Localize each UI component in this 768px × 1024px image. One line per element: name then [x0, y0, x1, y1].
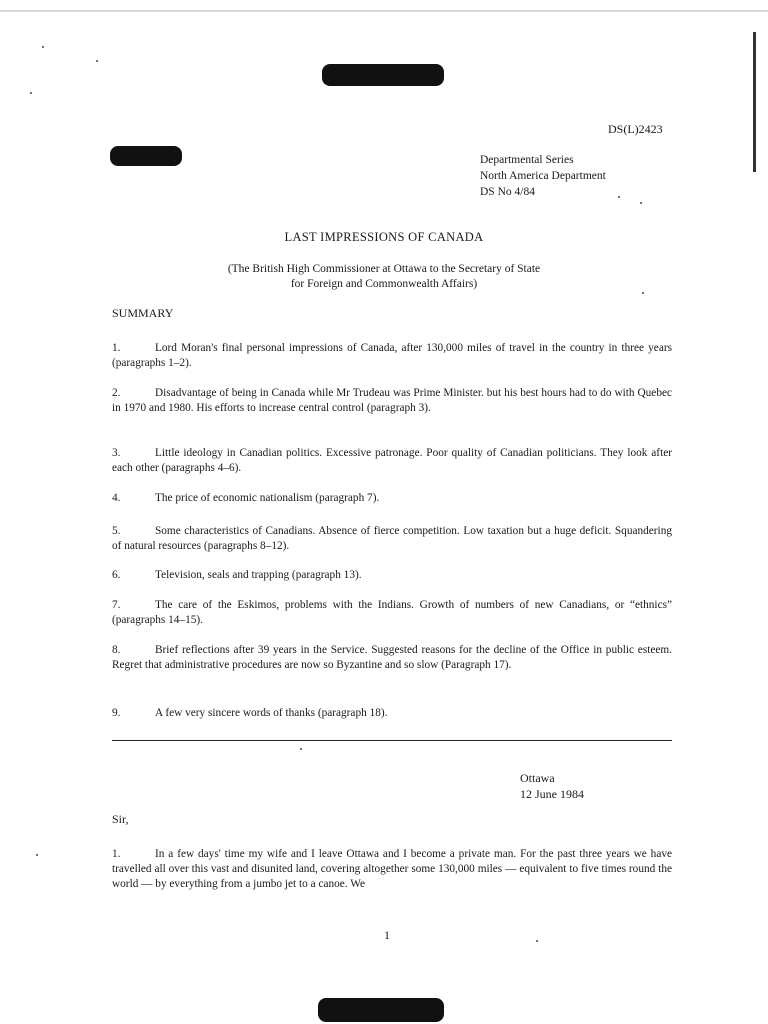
place-and-date: [520, 770, 584, 802]
department-series: Departmental Series: [480, 154, 574, 166]
item-text: Television, seals and trapping (paragraph 13).: [155, 569, 362, 581]
item-number: 4.: [112, 492, 121, 504]
redaction-mark-top: [322, 64, 444, 86]
place: Ottawa: [520, 771, 555, 785]
paragraph-number: 1.: [112, 848, 121, 860]
scan-speck: [642, 292, 644, 294]
department-name: North America Department: [480, 170, 606, 182]
item-text: A few very sincere words of thanks (paragraph 18).: [155, 707, 388, 719]
item-number: 5.: [112, 525, 121, 537]
scan-top-edge: [0, 10, 768, 12]
item-text: Brief reflections after 39 years in the Service. Suggested reasons for the decline of the Office in public esteem. Regret that administrative procedures are now so Byzantine and so slow (Paragraph 17).: [112, 644, 672, 671]
summary-item: [112, 598, 672, 628]
scan-margin-line: [753, 32, 756, 172]
item-text: Disadvantage of being in Canada while Mr Trudeau was Prime Minister. but his best hours had to do with Quebec in 1970 and 1980. His efforts to increase central control (paragraph 3).: [112, 387, 672, 414]
subtitle-line-1: (The British High Commissioner at Ottawa to the Secretary of State: [227, 263, 541, 275]
department-number: DS No 4/84: [480, 186, 535, 198]
scan-speck: [42, 46, 44, 48]
department-block: [480, 152, 606, 200]
item-number: 1.: [112, 342, 121, 354]
scan-speck: [536, 940, 538, 942]
subtitle-line-2: for Foreign and Commonwealth Affairs): [290, 278, 478, 290]
summary-item: [112, 446, 672, 476]
item-number: 6.: [112, 569, 121, 581]
item-number: 9.: [112, 707, 121, 719]
body-paragraph: [112, 847, 672, 892]
summary-item: [112, 706, 672, 721]
item-text: The price of economic nationalism (paragraph 7).: [155, 492, 380, 504]
item-number: 3.: [112, 447, 121, 459]
redaction-mark-bottom: [318, 998, 444, 1022]
date: 12 June 1984: [520, 787, 584, 801]
summary-item: [112, 491, 672, 506]
scan-speck: [618, 196, 620, 198]
page-number: 1: [384, 928, 390, 942]
scan-speck: [300, 748, 302, 750]
section-divider: [112, 740, 672, 741]
item-number: 7.: [112, 599, 121, 611]
item-number: 2.: [112, 387, 121, 399]
paragraph-text: In a few days' time my wife and I leave Ottawa and I become a private man. For the past three years we have travelled all over this vast and disunited land, covering altogether some 130,000 miles — equivalent to five times round the world — by everything from a jumbo jet to a canoe. We: [112, 848, 672, 890]
summary-item: [112, 386, 672, 416]
document-subtitle: [0, 262, 768, 292]
item-text: Lord Moran's final personal impressions of Canada, after 130,000 miles of travel in the country in three years (paragraphs 1–2).: [112, 342, 672, 369]
scan-speck: [30, 92, 32, 94]
scan-speck: [36, 854, 38, 856]
redaction-mark-left: [110, 146, 182, 166]
item-text: Little ideology in Canadian politics. Excessive patronage. Poor quality of Canadian politicians. They look after each other (paragraphs 4–6).: [112, 447, 672, 474]
item-text: Some characteristics of Canadians. Absence of fierce competition. Low taxation but a huge deficit. Squandering of natural resources (paragraphs 8–12).: [112, 525, 672, 552]
salutation: Sir,: [112, 812, 129, 826]
scan-speck: [640, 202, 642, 204]
item-number: 8.: [112, 644, 121, 656]
scan-speck: [96, 60, 98, 62]
document-title: LAST IMPRESSIONS OF CANADA: [284, 230, 484, 244]
summary-item: [112, 568, 672, 583]
document-reference: DS(L)2423: [608, 122, 663, 136]
summary-item: [112, 524, 672, 554]
item-text: The care of the Eskimos, problems with the Indians. Growth of numbers of new Canadians, or “ethnics” (paragraphs 14–15).: [112, 599, 672, 626]
summary-heading: SUMMARY: [112, 306, 174, 320]
summary-item: [112, 341, 672, 371]
summary-item: [112, 643, 672, 673]
